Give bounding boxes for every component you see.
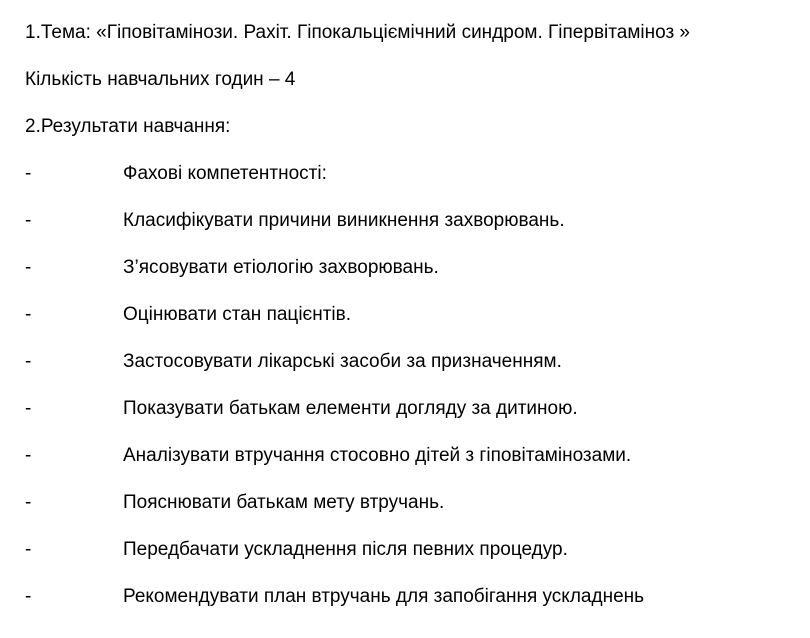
- bullet-marker: -: [25, 257, 32, 278]
- bullet-marker: -: [25, 210, 32, 231]
- list-item-text: Рекомендувати план втручань для запобігання ускладнень: [123, 586, 645, 607]
- bullet-marker: -: [25, 445, 32, 466]
- list-item: [25, 585, 810, 609]
- list-item: [25, 303, 810, 327]
- hours-line: Кількість навчальних годин – 4: [25, 69, 296, 90]
- list-item-text: Аналізувати втручання стосовно дітей з гіповітамінозами.: [123, 445, 632, 466]
- list-item: [25, 256, 810, 280]
- bullet-marker: -: [25, 492, 32, 513]
- list-item: [25, 538, 810, 562]
- bullet-marker: -: [25, 163, 32, 184]
- list-item: [25, 209, 810, 233]
- list-item: [25, 350, 810, 374]
- list-item-text: Застосовувати лікарські засоби за призначенням.: [123, 351, 562, 372]
- list-item-text: Класифікувати причини виникнення захворювань.: [123, 210, 565, 231]
- list-item: [25, 444, 810, 468]
- results-heading: 2.Результати навчання:: [25, 116, 231, 137]
- learning-results-list: [25, 162, 810, 609]
- list-item: [25, 491, 810, 515]
- topic-line: 1.Тема: «Гіповітамінози. Рахіт. Гіпокальціємічний синдром. Гіпервітаміноз »: [25, 22, 690, 43]
- list-item: [25, 397, 810, 421]
- list-item-text: Передбачати ускладнення після певних процедур.: [123, 539, 568, 560]
- list-item: [25, 162, 810, 186]
- bullet-marker: -: [25, 304, 32, 325]
- bullet-marker: -: [25, 398, 32, 419]
- bullet-marker: -: [25, 539, 32, 560]
- bullet-marker: -: [25, 586, 32, 607]
- list-item-text: Показувати батькам елементи догляду за дитиною.: [123, 398, 578, 419]
- list-item-text: З’ясовувати етіологію захворювань.: [123, 257, 439, 278]
- list-item-text: Фахові компетентності:: [123, 163, 327, 184]
- list-item-text: Пояснювати батькам мету втручань.: [123, 492, 445, 513]
- bullet-marker: -: [25, 351, 32, 372]
- list-item-text: Оцінювати стан пацієнтів.: [123, 304, 352, 325]
